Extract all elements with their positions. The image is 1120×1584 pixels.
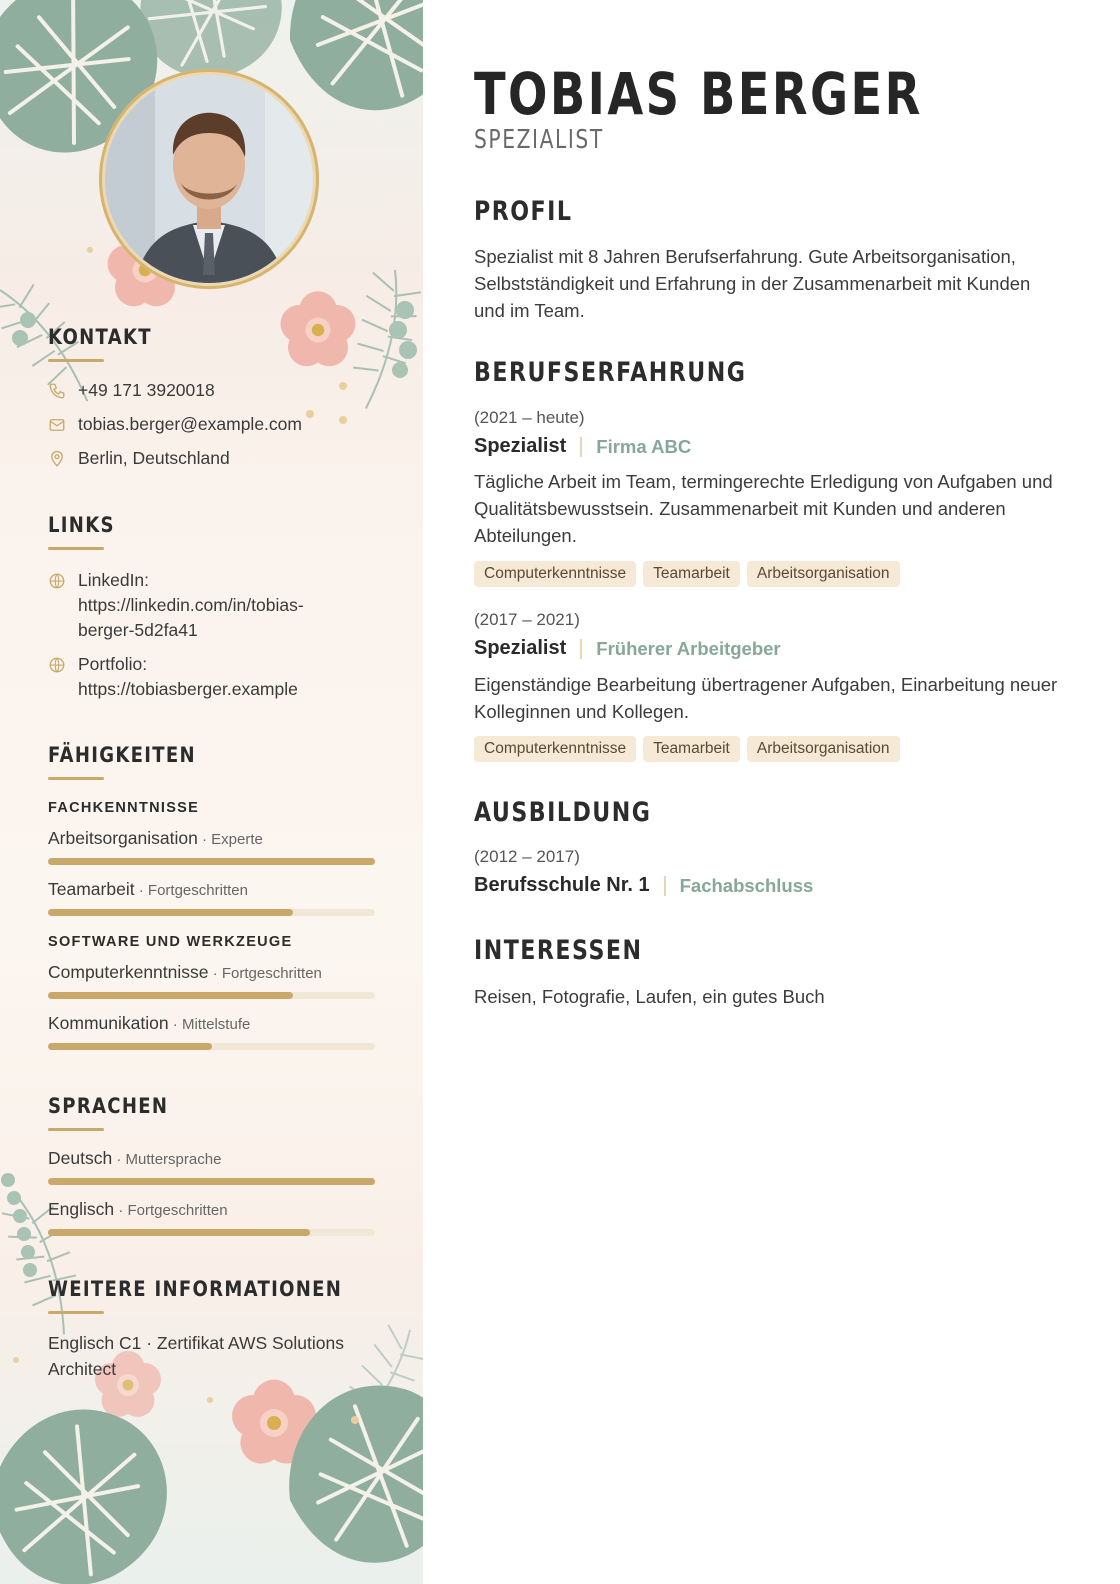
link-url[interactable]: https://tobiasberger.example	[78, 679, 298, 699]
skill-item: Arbeitsorganisation · Experte	[48, 828, 378, 865]
school-name: Berufsschule Nr. 1	[474, 874, 650, 896]
education-heading: AUSBILDUNG	[474, 797, 652, 828]
skill-tag: Teamarbeit	[643, 561, 740, 587]
skills-heading: FÄHIGKEITEN	[48, 743, 196, 767]
skill-name: Teamarbeit	[48, 879, 135, 899]
person-name: TOBIAS BERGER	[474, 60, 923, 128]
skill-bar-fill	[48, 992, 293, 999]
job-title: Spezialist	[474, 435, 567, 457]
skill-bar-fill	[48, 1043, 212, 1050]
skill-level: Experte	[211, 831, 263, 848]
email-address: tobias.berger@example.com	[78, 414, 302, 434]
language-bar	[48, 1178, 375, 1185]
skill-bar-fill	[48, 858, 375, 865]
skill-bar-fill	[48, 909, 293, 916]
link-portfolio[interactable]	[48, 652, 378, 702]
person-role: SPEZIALIST	[474, 125, 604, 155]
sidebar	[0, 0, 423, 1584]
skill-tag: Arbeitsorganisation	[747, 736, 900, 762]
profile-photo	[105, 75, 313, 283]
education-header	[474, 874, 813, 897]
contact-heading: KONTAKT	[48, 325, 152, 349]
skills-section	[48, 743, 378, 1050]
skill-group-title: SOFTWARE UND WERKZEUGE	[48, 934, 293, 950]
job-tags	[474, 561, 900, 587]
map-pin-icon	[48, 446, 78, 471]
links-section	[48, 513, 378, 702]
skill-tag: Teamarbeit	[643, 736, 740, 762]
job-title: Spezialist	[474, 637, 567, 659]
skill-level: Fortgeschritten	[147, 882, 248, 899]
mail-icon	[48, 412, 78, 437]
separator	[664, 876, 666, 896]
contact-location	[48, 446, 378, 471]
contact-section	[48, 325, 378, 471]
job-company: Firma ABC	[596, 435, 692, 457]
skill-item: Kommunikation · Mittelstufe	[48, 1013, 378, 1050]
language-bar-fill	[48, 1229, 310, 1236]
heading-underline	[48, 777, 104, 780]
link-label: LinkedIn:	[78, 570, 150, 590]
job-description: Tägliche Arbeit im Team, termingerechte Erledigung von Aufgaben und Qualitätsbewusstsein. Zusammenarbeit mit Kunden und anderen Abteilungen.	[474, 471, 1053, 546]
language-bar	[48, 1229, 375, 1236]
skill-tag: Arbeitsorganisation	[747, 561, 900, 587]
skill-tag: Computerkenntnisse	[474, 561, 636, 587]
more-info-section	[48, 1277, 378, 1382]
separator	[580, 639, 582, 659]
heading-underline	[48, 1311, 104, 1314]
profile-photo-frame	[99, 69, 319, 289]
language-item: Englisch · Fortgeschritten	[48, 1199, 378, 1236]
skill-bar	[48, 909, 375, 916]
skill-name: Kommunikation	[48, 1013, 169, 1033]
education-date: (2012 – 2017)	[474, 847, 580, 866]
skill-bar	[48, 992, 375, 999]
languages-heading: SPRACHEN	[48, 1094, 169, 1118]
skill-name: Arbeitsorganisation	[48, 828, 198, 848]
link-linkedin[interactable]	[48, 568, 378, 643]
experience-heading: BERUFSERFAHRUNG	[474, 357, 747, 388]
job-tags	[474, 736, 900, 762]
skill-bar	[48, 1043, 375, 1050]
language-bar-fill	[48, 1178, 375, 1185]
degree-name: Fachabschluss	[679, 874, 814, 896]
location-text: Berlin, Deutschland	[78, 448, 230, 468]
job-header	[474, 637, 781, 660]
interests-text: Reisen, Fotografie, Laufen, ein gutes Buch	[474, 986, 825, 1007]
link-label: Portfolio:	[78, 654, 148, 674]
skill-tag: Computerkenntnisse	[474, 736, 636, 762]
profile-heading: PROFIL	[474, 196, 573, 227]
contact-email[interactable]	[48, 412, 378, 437]
language-item: Deutsch · Muttersprache	[48, 1148, 378, 1185]
link-url[interactable]: https://linkedin.com/in/tobias-	[78, 595, 304, 615]
more-info-text: Englisch C1 · Zertifikat AWS Solutions	[48, 1333, 344, 1353]
phone-icon	[48, 378, 78, 403]
job-date: (2021 – heute)	[474, 408, 585, 427]
profile-text: Spezialist mit 8 Jahren Berufserfahrung. Gute Arbeitsorganisation, Selbstständigkeit und Erfahrung in der Zusammenarbeit mit Kunden und im Team.	[474, 246, 1031, 321]
job-description: Eigenständige Bearbeitung übertragener Aufgaben, Einarbeitung neuer Kolleginnen und Kollegen.	[474, 674, 1058, 722]
skill-group-title: FACHKENNTNISSE	[48, 800, 200, 816]
heading-underline	[48, 359, 104, 362]
interests-heading: INTERESSEN	[474, 935, 643, 966]
skill-item: Computerkenntnisse · Fortgeschritten	[48, 962, 378, 999]
language-name: Deutsch	[48, 1148, 113, 1168]
language-name: Englisch	[48, 1199, 115, 1219]
skill-bar	[48, 858, 375, 865]
job-date: (2017 – 2021)	[474, 610, 580, 629]
more-info-text-continued: Architect	[48, 1359, 117, 1379]
globe-icon	[48, 568, 78, 593]
skill-level: Mittelstufe	[181, 1016, 251, 1033]
skill-item: Teamarbeit · Fortgeschritten	[48, 879, 378, 916]
heading-underline	[48, 1128, 104, 1131]
contact-phone[interactable]	[48, 378, 378, 403]
phone-number: +49 171 3920018	[78, 380, 215, 400]
job-company: Früherer Arbeitgeber	[596, 637, 781, 659]
skill-level: Fortgeschritten	[221, 965, 322, 982]
links-heading: LINKS	[48, 513, 115, 537]
language-level: Fortgeschritten	[127, 1202, 228, 1219]
job-header	[474, 435, 691, 458]
language-level: Muttersprache	[125, 1151, 222, 1168]
heading-underline	[48, 547, 104, 550]
separator	[580, 437, 582, 457]
skill-name: Computerkenntnisse	[48, 962, 209, 982]
languages-section	[48, 1094, 378, 1236]
more-info-heading: WEITERE INFORMATIONEN	[48, 1277, 343, 1301]
link-url-continued[interactable]: berger-5d2fa41	[78, 620, 198, 640]
globe-icon	[48, 652, 78, 677]
